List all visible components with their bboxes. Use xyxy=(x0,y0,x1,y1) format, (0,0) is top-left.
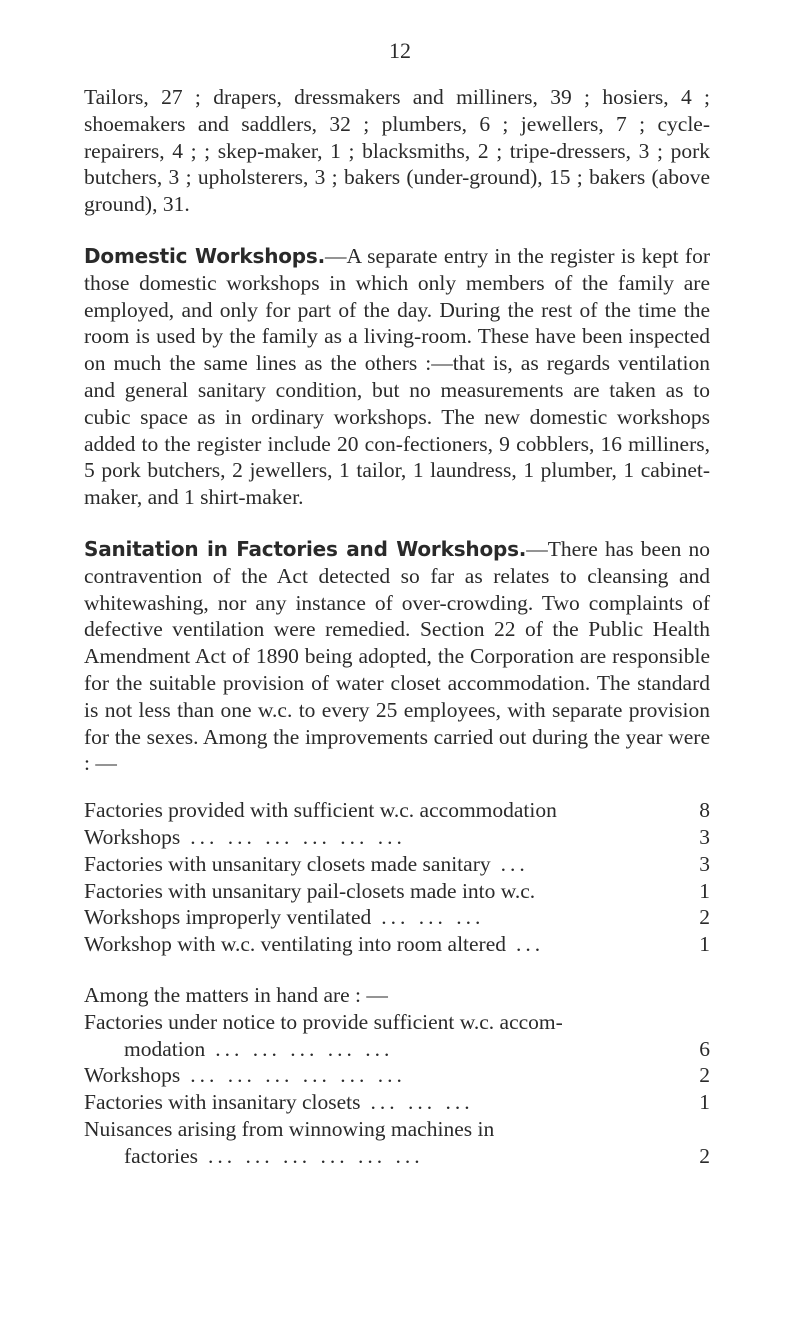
leader-dots: ... xyxy=(516,932,545,957)
sanitation-paragraph xyxy=(84,536,710,777)
item-label: Workshop with w.c. ventilating into room altered xyxy=(84,932,507,957)
item-label: Workshops improperly ventilated xyxy=(84,905,372,930)
item-count: 2 xyxy=(699,1143,710,1168)
list-item xyxy=(84,797,710,824)
item-count: 3 xyxy=(699,824,710,849)
item-count: 3 xyxy=(699,851,710,876)
page-body xyxy=(84,84,710,1169)
list-item xyxy=(84,1009,710,1063)
leader-dots: ... ... ... ... ... ... xyxy=(190,824,406,849)
leader-dots: ... xyxy=(500,851,529,876)
page-number: 12 xyxy=(389,38,411,63)
item-count: 1 xyxy=(699,1090,710,1115)
leader-dots: ... ... ... xyxy=(370,1090,474,1115)
improvements-list xyxy=(84,797,710,958)
sanitation-heading: Sanitation in Factories and Workshops. xyxy=(84,536,527,561)
item-label: Nuisances arising from winnowing machines in xyxy=(84,1116,495,1141)
list-item xyxy=(84,904,710,931)
trades-paragraph: Tailors, 27 ; drapers, dressmakers and milliners, 39 ; hosiers, 4 ; shoemakers and saddlers, 32 ; plumbers, 6 ; jewellers, 7 ; cycle-repairers, 4 ; ; skep-maker, 1 ; blacksmiths, 2 ; tripe-dressers, 3 ; pork butchers, 3 ; upholsterers, 3 ; bakers (under-ground), 15 ; bakers (above ground), 31. xyxy=(84,85,710,217)
item-count: 1 xyxy=(699,932,710,957)
matters-list xyxy=(84,1009,710,1170)
item-count: 2 xyxy=(699,905,710,930)
domestic-workshops-text: —A separate entry in the register is kept for those domestic workshops in which only members of the family are employed, and only for part of the day. During the rest of the time the room is used by the family as a living-room. These have been inspected on much the same lines as the others :—that is, as regards ventilation and general sanitary condition, but no measurements are taken as to cubic space as in ordinary workshops. The new domestic workshops added to the register include 20 con-fectioners, 9 cobblers, 16 milliners, 5 pork butchers, 2 jewellers, 1 tailor, 1 laundress, 1 plumber, 1 cabinet-maker, and 1 shirt-maker. xyxy=(84,243,710,510)
domestic-workshops-heading: Domestic Workshops. xyxy=(84,243,325,268)
list-item xyxy=(84,851,710,878)
item-count: 1 xyxy=(699,878,710,903)
sanitation-text: —There has been no contravention of the Act detected so far as relates to cleansing and whitewashing, nor any instance of over-crowding. Two complaints of defective ventilation were remedied. Section 22 of the Public Health Amendment Act of 1890 being adopted, the Corporation are responsible for the suitable provision of water closet accommodation. The standard is not less than one w.c. to every 25 employees, with separate provision for the sexes. Among the improvements carried out during the year were : — xyxy=(84,536,711,776)
leader-dots: ... ... ... ... ... ... xyxy=(190,1063,406,1088)
item-label-continued: factories xyxy=(124,1143,199,1168)
item-label: Workshops xyxy=(84,824,181,849)
list-item xyxy=(84,931,710,958)
item-label: Factories with insanitary closets xyxy=(84,1090,361,1115)
item-label: Factories under notice to provide sufficient w.c. accom- xyxy=(84,1009,563,1034)
list-item xyxy=(84,878,710,905)
leader-dots: ... ... ... xyxy=(381,905,485,930)
matters-intro: Among the matters in hand are : — xyxy=(84,982,388,1007)
item-label-continued: modation xyxy=(124,1036,206,1061)
item-label: Factories provided with sufficient w.c. accommodation xyxy=(84,798,557,823)
leader-dots: ... ... ... ... ... xyxy=(215,1036,394,1061)
item-label: Factories with unsanitary pail-closets made into w.c. xyxy=(84,878,536,903)
item-count: 8 xyxy=(699,798,710,823)
list-item xyxy=(84,1089,710,1116)
list-item xyxy=(84,1116,710,1170)
leader-dots: ... ... ... ... ... ... xyxy=(208,1143,424,1168)
item-label: Workshops xyxy=(84,1063,181,1088)
item-label: Factories with unsanitary closets made sanitary xyxy=(84,851,491,876)
domestic-workshops-paragraph xyxy=(84,243,710,511)
list-item xyxy=(84,824,710,851)
list-item xyxy=(84,1062,710,1089)
item-count: 6 xyxy=(699,1036,710,1061)
item-count: 2 xyxy=(699,1063,710,1088)
